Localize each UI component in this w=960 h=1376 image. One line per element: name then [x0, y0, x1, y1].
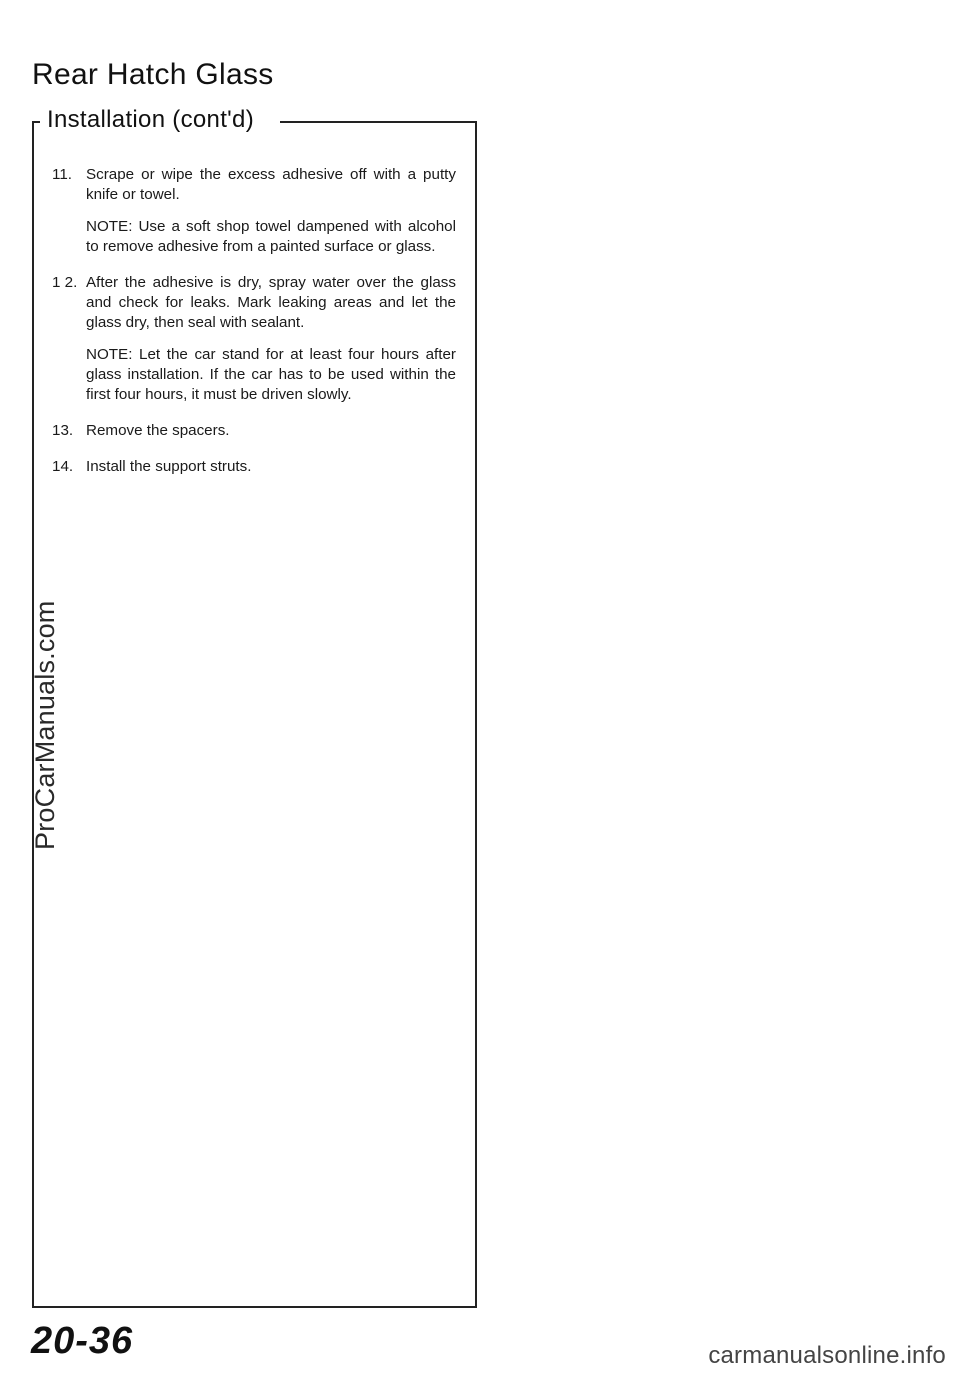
page-title: Rear Hatch Glass — [32, 58, 274, 91]
step-text: After the adhesive is dry, spray water over the glass and check for leaks. Mark leaking areas and let the glass dry, then seal with sealant. — [86, 274, 456, 331]
step-12 — [52, 273, 456, 333]
step-text: Remove the spacers. — [86, 422, 230, 439]
step-note: NOTE: Let the car stand for at least four hours after glass installation. If the car has to be used within the first four hours, it must be driven slowly. — [86, 346, 456, 403]
page-number: 20-36 — [31, 1320, 134, 1362]
step-list — [52, 165, 456, 493]
step-11 — [52, 165, 456, 205]
frame-top-left-rule — [32, 121, 40, 123]
step-number: 14. — [52, 458, 74, 475]
section-heading: Installation (cont'd) — [47, 106, 254, 133]
step-number: 13. — [52, 422, 74, 439]
step-number: 11. — [52, 166, 72, 183]
step-13 — [52, 421, 456, 441]
step-text: Install the support struts. — [86, 458, 252, 475]
bottom-watermark: carmanualsonline.info — [708, 1342, 946, 1369]
step-number: 1 2. — [52, 274, 78, 291]
step-note: NOTE: Use a soft shop towel dampened with alcohol to remove adhesive from a painted surface or glass. — [86, 218, 456, 255]
step-14 — [52, 457, 456, 477]
frame-top-right-rule — [280, 121, 475, 123]
side-watermark: ProCarManuals.com — [30, 600, 60, 850]
step-text: Scrape or wipe the excess adhesive off with a putty knife or towel. — [86, 166, 456, 203]
